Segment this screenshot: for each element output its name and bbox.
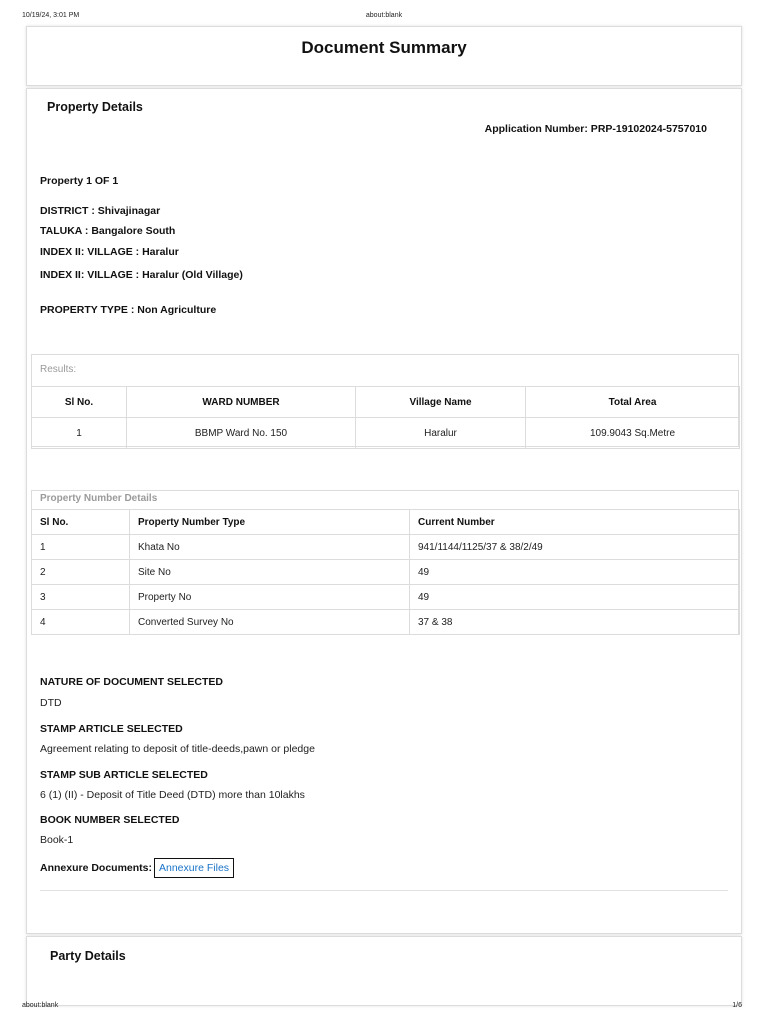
table-cell: 37 & 38 bbox=[410, 610, 740, 635]
table-cell: Khata No bbox=[130, 535, 410, 560]
table-row bbox=[32, 560, 740, 585]
property-number-col-header: Property Number Type bbox=[130, 510, 410, 535]
results-header-row bbox=[32, 387, 740, 418]
table-cell: Haralur bbox=[356, 418, 526, 449]
district: DISTRICT : Shivajinagar bbox=[40, 205, 161, 217]
property-number-col-header: Sl No. bbox=[32, 510, 130, 535]
table-row bbox=[32, 585, 740, 610]
stamp-sub-article-label: STAMP SUB ARTICLE SELECTED bbox=[40, 769, 208, 781]
property-details-heading: Property Details bbox=[47, 100, 143, 114]
print-footer bbox=[0, 1002, 768, 1012]
results-panel bbox=[31, 354, 739, 447]
property-number-table bbox=[31, 509, 740, 635]
table-row bbox=[32, 535, 740, 560]
nature-of-document-label: NATURE OF DOCUMENT SELECTED bbox=[40, 676, 223, 688]
page-number: 1/6 bbox=[732, 1002, 742, 1009]
table-cell: Converted Survey No bbox=[130, 610, 410, 635]
print-datetime: 10/19/24, 3:01 PM bbox=[22, 12, 80, 19]
property-number-header-row bbox=[32, 510, 740, 535]
results-label: Results: bbox=[40, 364, 77, 375]
stamp-article-value: Agreement relating to deposit of title-deeds,pawn or pledge bbox=[40, 743, 315, 755]
nature-of-document-value: DTD bbox=[40, 697, 62, 709]
table-cell: BBMP Ward No. 150 bbox=[127, 418, 356, 449]
party-details-card bbox=[26, 936, 742, 1006]
results-table bbox=[31, 386, 740, 449]
print-header bbox=[0, 12, 768, 22]
table-cell: 49 bbox=[410, 585, 740, 610]
table-cell: Site No bbox=[130, 560, 410, 585]
table-cell: 1 bbox=[32, 418, 127, 449]
table-cell: 3 bbox=[32, 585, 130, 610]
table-cell: 49 bbox=[410, 560, 740, 585]
property-details-card bbox=[26, 88, 742, 934]
table-cell: 109.9043 Sq.Metre bbox=[526, 418, 740, 449]
annexure-documents-label: Annexure Documents: bbox=[40, 862, 153, 874]
footer-page-url: about:blank bbox=[22, 1002, 59, 1009]
village-old: INDEX II: VILLAGE : Haralur (Old Village) bbox=[40, 269, 243, 281]
stamp-sub-article-value: 6 (1) (II) - Deposit of Title Deed (DTD) more than 10lakhs bbox=[40, 789, 305, 801]
property-number-label: Property Number Details bbox=[40, 493, 158, 504]
section-divider bbox=[40, 890, 728, 891]
table-cell: 4 bbox=[32, 610, 130, 635]
print-page-url: about:blank bbox=[365, 12, 403, 19]
results-col-header: Total Area bbox=[526, 387, 740, 418]
property-number-col-header: Current Number bbox=[410, 510, 740, 535]
party-details-heading: Party Details bbox=[50, 949, 126, 963]
stamp-article-label: STAMP ARTICLE SELECTED bbox=[40, 723, 183, 735]
taluka: TALUKA : Bangalore South bbox=[40, 225, 176, 237]
title-card bbox=[26, 26, 742, 86]
application-number: Application Number: PRP-19102024-5757010 bbox=[484, 123, 707, 135]
table-row bbox=[32, 418, 740, 449]
results-col-header: Sl No. bbox=[32, 387, 127, 418]
book-number-value: Book-1 bbox=[40, 834, 74, 846]
table-cell: 941/1144/1125/37 & 38/2/49 bbox=[410, 535, 740, 560]
page-title: Document Summary bbox=[301, 38, 467, 57]
table-cell: Property No bbox=[130, 585, 410, 610]
table-cell: 2 bbox=[32, 560, 130, 585]
property-type: PROPERTY TYPE : Non Agriculture bbox=[40, 304, 217, 316]
results-col-header: WARD NUMBER bbox=[127, 387, 356, 418]
book-number-label: BOOK NUMBER SELECTED bbox=[40, 814, 180, 826]
village: INDEX II: VILLAGE : Haralur bbox=[40, 246, 179, 258]
results-col-header: Village Name bbox=[356, 387, 526, 418]
table-row bbox=[32, 610, 740, 635]
property-number-panel bbox=[31, 490, 739, 635]
property-count: Property 1 OF 1 bbox=[40, 175, 119, 187]
table-cell: 1 bbox=[32, 535, 130, 560]
annexure-files-link[interactable]: Annexure Files bbox=[154, 858, 234, 878]
